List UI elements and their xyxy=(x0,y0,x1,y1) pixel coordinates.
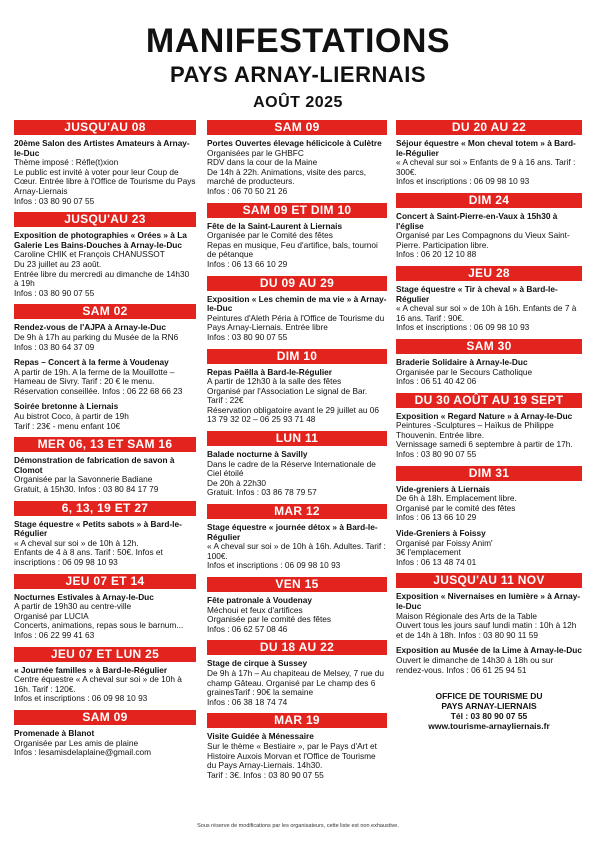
event-detail: Gratuit. Infos : 03 86 78 79 57 xyxy=(207,487,317,498)
date-banner: JEU 28 xyxy=(396,266,582,281)
event-detail: Infos : 03 80 64 37 09 xyxy=(14,341,95,352)
event-detail: De 6h à 18h. Emplacement libre. xyxy=(396,493,517,504)
page-title: MANIFESTATIONS xyxy=(145,22,451,60)
date-banner: DU 30 AOÛT AU 19 SEPT xyxy=(396,393,582,408)
event-title: Exposition de photographies « Orées » à La Galerie Les Bains-Douches à Arnay-le-Duc xyxy=(14,230,187,250)
event-detail: Organisée par le Secours Catholique xyxy=(396,366,533,377)
event-detail: Réservation conseillée. Infos : 06 22 68 66 23 xyxy=(14,385,183,396)
event-detail: Le public est invité à voter pour leur Coup de Cœur. Entrée libre à l'Office de Tourisme du Pays Arnay-Liernais xyxy=(14,166,196,196)
event-detail: « A cheval sur soi » de 10h à 12h. xyxy=(14,537,139,548)
office-line: Tél : 03 80 90 07 55 xyxy=(450,711,528,722)
event-detail: Réservation obligatoire avant le 29 juillet au 06 13 79 32 02 – 06 25 93 71 48 xyxy=(207,404,380,425)
event-detail: 3€ l'emplacement xyxy=(396,547,461,558)
event-detail: Organisée par le Comité des fêtes xyxy=(207,230,333,241)
date-banner: JEU 07 ET 14 xyxy=(14,574,196,589)
event-detail: « A cheval sur soi » Enfants de 9 à 16 ans. Tarif : 300€. xyxy=(396,157,576,177)
event-item xyxy=(207,368,387,426)
events-column-2 xyxy=(207,118,387,786)
event-detail: De 9h à 17h – Au chapiteau de Melsey, 7 rue du champ Gâteau. Organisé par Le champ des 6 grainesTarif : 90€ la semaine xyxy=(207,667,384,698)
event-detail: Infos : 06 51 40 42 06 xyxy=(396,376,477,387)
event-item xyxy=(396,592,582,640)
event-detail: Tarif : 3€. Infos : 03 80 90 07 55 xyxy=(207,769,324,780)
event-detail: « A cheval sur soi » de 10h à 16h. Enfants de 7 à 16 ans. Tarif : 90€. xyxy=(396,303,577,323)
date-banner: DU 09 AU 29 xyxy=(207,276,387,291)
event-title: Exposition « Les chemin de ma vie » à Arnay-le-Duc xyxy=(207,293,387,314)
office-line: PAYS ARNAY-LIERNAIS xyxy=(441,701,537,712)
event-title: Démonstration de fabrication de savon à Clomot xyxy=(14,455,175,475)
date-banner: DU 20 AU 22 xyxy=(396,120,582,135)
event-detail: Vernissage samedi 6 septembre à partir de 17h. Infos : 03 80 90 07 55 xyxy=(396,439,573,460)
event-item xyxy=(14,139,196,206)
date-banner: DU 18 AU 22 xyxy=(207,640,387,655)
event-title: Séjour équestre « Mon cheval totem » à Bard-le-Régulier xyxy=(396,138,576,158)
month-title: AOÛT 2025 xyxy=(253,94,343,111)
tourism-office-contact xyxy=(396,691,582,731)
event-item xyxy=(14,231,196,298)
event-detail: Organisée par le comité des fêtes xyxy=(207,614,332,625)
event-detail: Organisée par Les amis de plaine xyxy=(14,737,139,748)
event-title: « Journée familles » à Bard-le-Régulier xyxy=(14,664,168,675)
event-item xyxy=(396,529,582,567)
event-title: Stage équestre « Tir à cheval » à Bard-le-Régulier xyxy=(396,283,558,304)
date-banner: LUN 11 xyxy=(207,431,387,446)
event-item xyxy=(396,646,582,675)
event-detail: Gratuit, à 15h30. Infos : 03 80 84 17 79 xyxy=(14,484,159,495)
event-title: Portes Ouvertes élevage hélicicole à Culètre xyxy=(207,138,382,148)
event-detail: Infos : 06 20 12 10 88 xyxy=(396,249,477,260)
event-detail: « A cheval sur soi » de 10h à 16h. Adultes. Tarif : 100€. xyxy=(207,541,386,561)
event-item xyxy=(396,358,582,387)
event-item xyxy=(207,139,387,197)
date-banner: SAM 09 xyxy=(14,710,196,725)
date-banner: MAR 19 xyxy=(207,713,387,728)
date-banner: SAM 30 xyxy=(396,339,582,354)
event-detail: Organisée par la Savonnerie Badiane xyxy=(14,474,153,485)
event-title: Stage équestre « journée détox » à Bard-le-Régulier xyxy=(207,522,378,542)
event-title: Balade nocturne à Savilly xyxy=(207,449,308,460)
event-detail: Peintures d'Aleth Péria à l'Office de Tourisme du Pays Arnay-Liernais. Entrée libre xyxy=(207,312,385,333)
event-detail: Enfants de 4 à 8 ans. Tarif : 50€. Infos et inscriptions : 06 09 98 10 93 xyxy=(14,547,163,567)
event-detail: Thème imposé : Réfle(t)xion xyxy=(14,157,119,168)
event-detail: Infos et inscriptions : 06 09 98 10 93 xyxy=(396,322,530,333)
event-detail: Organisé par Les Compagnons du Vieux Saint-Pierre. Participation libre. xyxy=(396,230,570,250)
event-title: 20ème Salon des Artistes Amateurs à Arnay-le-Duc xyxy=(14,138,190,158)
event-title: Nocturnes Estivales à Arnay-le-Duc xyxy=(14,591,154,602)
event-item xyxy=(207,222,387,270)
event-detail: Méchoui et feux d'artifices xyxy=(207,604,303,615)
date-banner: DIM 31 xyxy=(396,466,582,481)
event-detail: Organisé par Foissy Anim' xyxy=(396,537,493,548)
event-item xyxy=(14,456,196,494)
event-title: Repas Paëlla à Bard-le-Régulier xyxy=(207,366,332,377)
event-detail: De 20h à 22h30 xyxy=(207,477,267,488)
event-item xyxy=(207,450,387,498)
event-detail: Infos : 06 13 48 74 01 xyxy=(396,556,477,567)
date-banner: JUSQU'AU 23 xyxy=(14,212,196,227)
event-detail: Infos et inscriptions : 06 09 98 10 93 xyxy=(14,693,148,704)
office-line: www.tourisme-arnayliernais.fr xyxy=(428,721,550,732)
event-title: Exposition « Nivernaises en lumière » à Arnay-le-Duc xyxy=(396,591,581,611)
event-title: Vide-Greniers à Foissy xyxy=(396,528,486,539)
event-detail: Infos : 06 62 57 08 46 xyxy=(207,623,288,634)
event-detail: Infos : 03 80 90 07 55 xyxy=(207,331,288,342)
event-detail: Ouvert tous les jours sauf lundi matin : 10h à 12h et de 14h à 18h. Infos : 03 80 90 11 59 xyxy=(396,620,577,640)
event-detail: Au bistrot Coco, à partir de 19h xyxy=(14,411,129,422)
date-banner: 6, 13, 19 ET 27 xyxy=(14,501,196,516)
event-title: Fête patronale à Voudenay xyxy=(207,595,312,605)
event-item xyxy=(396,285,582,333)
event-item xyxy=(207,295,387,343)
event-title: Soirée bretonne à Liernais xyxy=(14,401,119,412)
event-item xyxy=(207,596,387,634)
event-detail: A partir de 19h30 au centre-ville xyxy=(14,601,132,612)
event-detail: Infos : 03 80 90 07 55 xyxy=(14,195,95,206)
event-detail: A partir de 19h. A la ferme de la Mouillotte – Hameau de Sivry. Tarif : 20 € le menu. xyxy=(14,366,175,387)
event-item xyxy=(396,485,582,523)
event-title: Visite Guidée à Ménessaire xyxy=(207,731,314,742)
event-detail: Repas en musique, Feu d'artifice, bals, tournoi de pétanque xyxy=(207,239,378,260)
disclaimer: Sous réserve de modifications par les organisateurs, cette liste est non exhaustive. xyxy=(197,823,399,829)
event-item xyxy=(14,520,196,568)
event-item xyxy=(207,523,387,571)
date-banner: SAM 09 xyxy=(207,120,387,135)
event-detail: Centre équestre « A cheval sur soi » de 10h à 16h. Tarif : 120€. xyxy=(14,674,182,694)
date-banner: JUSQU'AU 08 xyxy=(14,120,196,135)
event-detail: Organisé par l'Association Le signal de Bar. xyxy=(207,385,368,396)
event-item xyxy=(14,666,196,704)
event-item xyxy=(14,323,196,352)
event-detail: Infos et inscriptions : 06 09 98 10 93 xyxy=(207,560,341,571)
page-subtitle: PAYS ARNAY-LIERNAIS xyxy=(169,62,427,87)
event-detail: Sur le thème « Bestiaire », par le Pays d'Art et Histoire Auxois Morvan et l'Office de Tourisme du Pays Arnay-Liernais. 14h30. xyxy=(207,740,377,771)
event-detail: RDV dans la cour de la Maine xyxy=(207,157,318,168)
event-title: Rendez-vous de l'AJPA à Arnay-le-Duc xyxy=(14,322,166,333)
event-detail: Tarif : 23€ - menu enfant 10€ xyxy=(14,420,121,431)
date-banner: DIM 24 xyxy=(396,193,582,208)
event-title: Exposition au Musée de la Lime à Arnay-le-Duc xyxy=(396,645,582,656)
event-item xyxy=(207,659,387,707)
event-detail: Infos : 03 80 90 07 55 xyxy=(14,287,95,298)
event-detail: Organisées par le GHBFC xyxy=(207,147,304,158)
date-banner: JUSQU'AU 11 NOV xyxy=(396,573,582,588)
event-title: Stage de cirque à Sussey xyxy=(207,658,308,669)
event-detail: Dans le cadre de la Réserve Internationale de Ciel étoilé xyxy=(207,458,376,479)
event-detail: Ouvert le dimanche de 14h30 à 18h ou sur rendez-vous. Infos : 06 61 25 94 51 xyxy=(396,654,554,675)
event-item xyxy=(207,732,387,780)
event-item xyxy=(14,358,196,396)
event-item xyxy=(14,402,196,431)
date-banner: DIM 10 xyxy=(207,349,387,364)
event-detail: A partir de 12h30 à la salle des fêtes xyxy=(207,376,342,387)
event-detail: Infos et inscriptions : 06 09 98 10 93 xyxy=(396,176,530,187)
event-detail: Du 23 juillet au 23 août. xyxy=(14,258,102,269)
event-detail: De 9h à 17h au parking du Musée de la RN6 xyxy=(14,331,179,342)
event-detail: Organisé par LUCIA xyxy=(14,610,89,621)
office-line: OFFICE DE TOURISME DU xyxy=(435,691,543,702)
event-detail: Tarif : 22€ xyxy=(207,395,244,406)
event-detail: Maison Régionale des Arts de la Table xyxy=(396,610,537,621)
event-detail: Concerts, animations, repas sous le barnum... Infos : 06 22 99 41 63 xyxy=(14,620,184,640)
event-detail: Caroline CHIK et François CHANUSSOT xyxy=(14,249,165,260)
date-banner: SAM 02 xyxy=(14,304,196,319)
event-item xyxy=(14,593,196,641)
events-column-3 xyxy=(396,118,582,731)
event-item xyxy=(396,139,582,187)
date-banner: MER 06, 13 ET SAM 16 xyxy=(14,437,196,452)
event-detail: Infos : lesamisdelaplaine@gmail.com xyxy=(14,747,152,758)
event-title: Fête de la Saint-Laurent à Liernais xyxy=(207,220,343,231)
date-banner: SAM 09 ET DIM 10 xyxy=(207,203,387,218)
event-detail: Infos : 06 38 18 74 74 xyxy=(207,696,288,707)
event-item xyxy=(14,729,196,758)
event-item xyxy=(396,412,582,460)
event-detail: Infos : 06 70 50 21 26 xyxy=(207,185,288,196)
event-title: Vide-greniers à Liernais xyxy=(396,483,490,494)
event-detail: Infos : 06 13 66 10 29 xyxy=(396,512,477,523)
event-title: Exposition « Regard Nature » à Arnay-le-Duc xyxy=(396,410,573,421)
event-detail: De 14h à 22h. Animations, visite des parcs, marché de producteurs. xyxy=(207,166,367,187)
event-title: Stage équestre « Petits sabots » à Bard-le-Régulier xyxy=(14,518,182,539)
event-title: Braderie Solidaire à Arnay-le-Duc xyxy=(396,356,528,367)
events-column-1 xyxy=(14,118,196,764)
event-detail: Entrée libre du mercredi au dimanche de 14h30 à 19h xyxy=(14,268,190,289)
event-item xyxy=(396,212,582,260)
date-banner: JEU 07 ET LUN 25 xyxy=(14,647,196,662)
event-title: Repas – Concert à la ferme à Voudenay xyxy=(14,357,169,368)
event-title: Concert à Saint-Pierre-en-Vaux à 15h30 à l'église xyxy=(396,210,558,231)
date-banner: VEN 15 xyxy=(207,577,387,592)
event-title: Promenade à Blanot xyxy=(14,727,95,738)
event-detail: Infos : 06 13 66 10 29 xyxy=(207,258,288,269)
event-detail: Peintures -Sculptures – Haïkus de Philippe Thouvenin. Entrée libre. xyxy=(396,420,554,440)
event-detail: Organisé par le comité des fêtes xyxy=(396,502,516,513)
date-banner: MAR 12 xyxy=(207,504,387,519)
